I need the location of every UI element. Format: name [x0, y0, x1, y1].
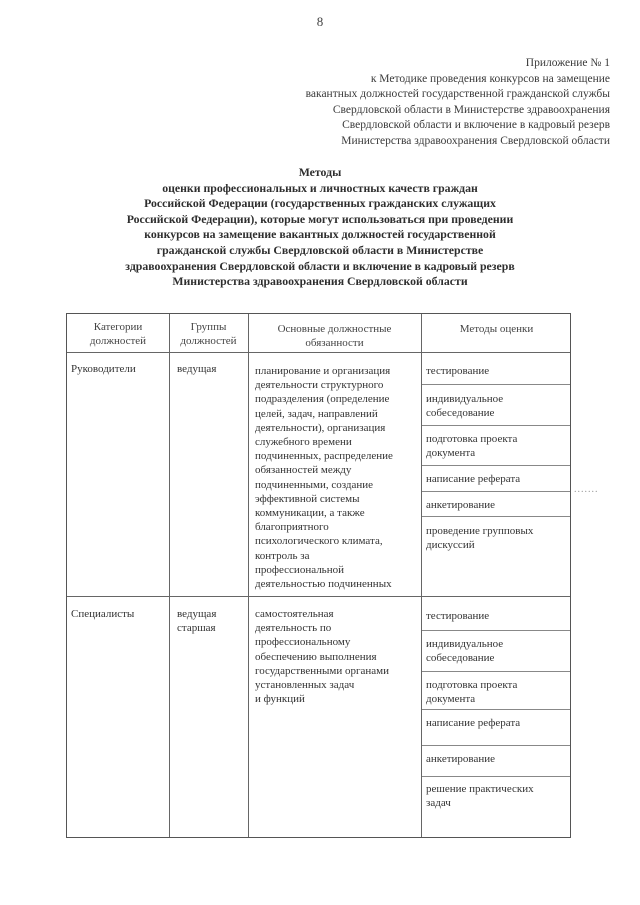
row2-method-practical-tasks: решение практических задач — [426, 783, 534, 809]
row1-method-essay: написание реферата — [426, 473, 521, 485]
row1-method-questionnaire: анкетирование — [426, 499, 496, 511]
header-methods: Методы оценки — [459, 323, 534, 335]
title-line: гражданской службы Свердловской области в Министерстве — [156, 242, 484, 257]
title-line: оценки профессиональных и личностных качеств граждан — [162, 180, 478, 195]
appendix-header — [210, 56, 610, 149]
row1-method-draft-document: подготовка проекта документа — [426, 433, 518, 459]
method-divider — [422, 630, 570, 631]
row-divider — [67, 596, 570, 597]
row1-method-testing: тестирование — [426, 365, 490, 377]
column-divider — [421, 314, 422, 837]
title-line: Российской Федерации), которые могут использоваться при проведении — [126, 211, 514, 226]
appendix-line: к Методике проведения конкурсов на замещение — [370, 72, 610, 85]
method-divider — [422, 776, 570, 777]
row2-groups: ведущая старшая — [177, 608, 217, 635]
method-divider — [422, 516, 570, 517]
row2-method-testing: тестирование — [426, 610, 490, 622]
title-line: Российской Федерации (государственных гражданских служащих — [144, 196, 496, 211]
row2-method-interview: индивидуальное собеседование — [426, 638, 504, 664]
appendix-line: Свердловской области в Министерстве здравоохранения — [332, 103, 610, 116]
title-line: Методы — [298, 165, 342, 179]
row1-category: Руководители — [71, 363, 136, 375]
header-category: Категории должностей — [89, 321, 147, 347]
row2-duties: самостоятельная деятельность по профессиональному обеспечению выполнения государственными органами установленных задач и функций — [255, 608, 390, 706]
row2-method-questionnaire: анкетирование — [426, 753, 496, 765]
column-divider — [169, 314, 170, 837]
method-divider — [422, 384, 570, 385]
header-duties: Основные должностные обязанности — [277, 323, 392, 349]
method-divider — [422, 671, 570, 672]
row2-method-essay: написание реферата — [426, 717, 521, 729]
row1-method-group-discussion: проведение групповых дискуссий — [426, 525, 534, 551]
method-divider — [422, 465, 570, 466]
appendix-line: Приложение № 1 — [525, 57, 610, 69]
appendix-line: вакантных должностей государственной гражданской службы — [305, 88, 610, 100]
title-line: конкурсов на замещение вакантных должностей государственной — [144, 227, 496, 242]
method-divider — [422, 491, 570, 492]
scan-artifact: ....... — [574, 484, 599, 495]
method-divider — [422, 425, 570, 426]
header-groups: Группы должностей — [180, 321, 237, 347]
column-divider — [248, 314, 249, 837]
header-divider — [67, 352, 570, 353]
row2-category: Специалисты — [71, 608, 135, 620]
document-title — [60, 165, 580, 290]
appendix-line: Министерства здравоохранения Свердловской области — [341, 134, 610, 147]
title-line: Министерства здравоохранения Свердловской области — [172, 274, 468, 289]
page-number: 8 — [316, 14, 324, 29]
assessment-methods-table — [66, 313, 571, 838]
method-divider — [422, 709, 570, 710]
method-divider — [422, 745, 570, 746]
appendix-line: Свердловской области и включение в кадровый резерв — [342, 119, 610, 131]
row1-method-interview: индивидуальное собеседование — [426, 393, 504, 419]
title-line: здравоохранения Свердловской области и включение в кадровый резерв — [125, 258, 515, 273]
row1-duties: планирование и организация деятельности структурного подразделения (определение целей, задач, направлений деятельности), организация служебного времени подчиненных, распределение обязанностей между подчиненными, создание эффективной системы коммуникации, а также благоприятного психологического климата, контроль за профессиональной деятельностью подчиненных — [255, 365, 393, 591]
row1-group: ведущая — [177, 363, 217, 375]
row2-method-draft-document: подготовка проекта документа — [426, 679, 518, 705]
